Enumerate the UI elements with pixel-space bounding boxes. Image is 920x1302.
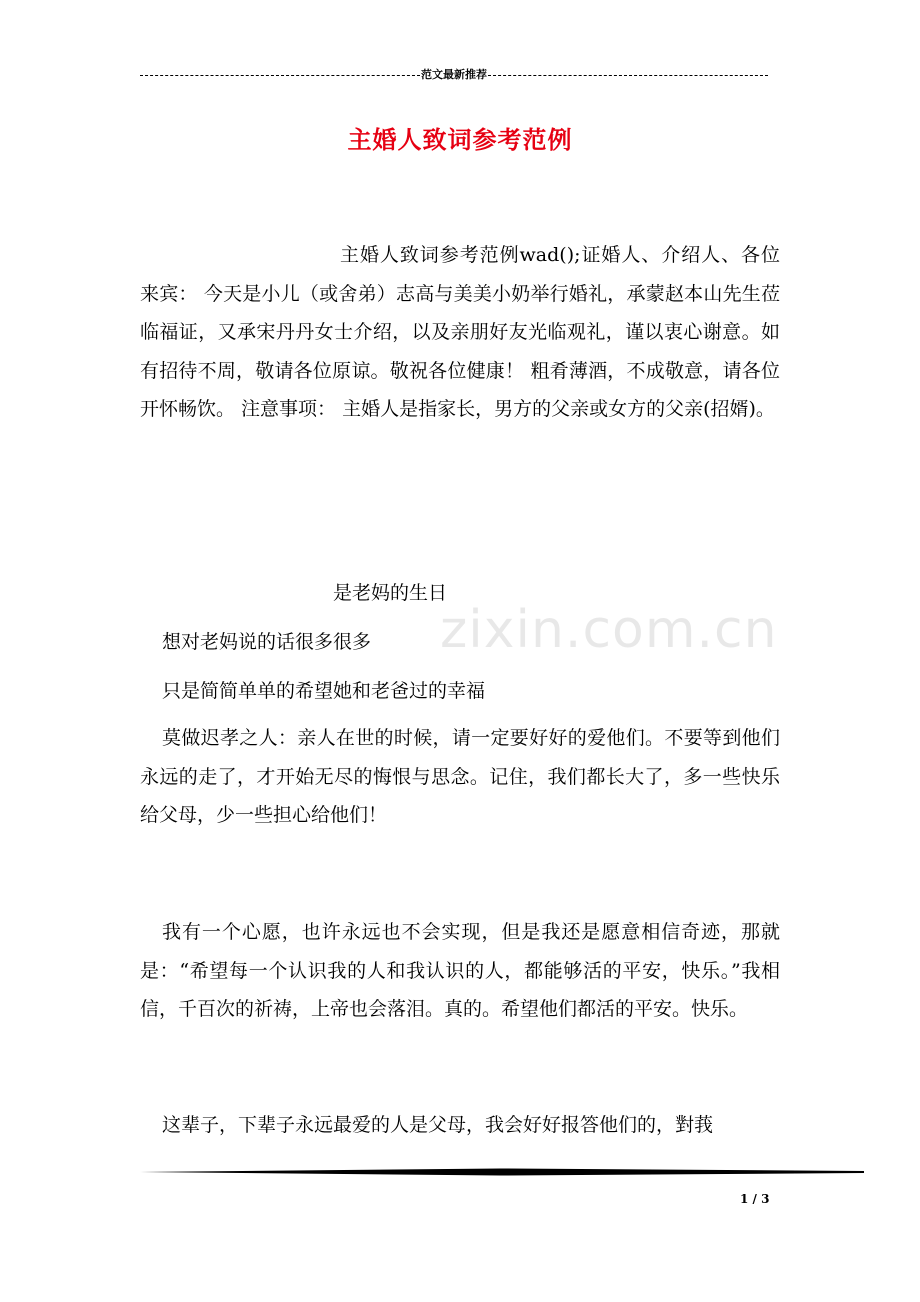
footer-rule <box>140 1166 864 1178</box>
header-dash-right <box>488 75 768 76</box>
line-wish-happiness: 只是简简单单的希望她和老爸过的幸福 <box>162 680 486 702</box>
watermark: zixin.com.cn <box>440 600 778 660</box>
line-many-words: 想对老妈说的话很多很多 <box>162 631 372 653</box>
paragraph-filial: 莫做迟孝之人：亲人在世的时候，请一定要好好的爱他们。不要等到他们永远的走了，才开始无尽的悔恨与思念。记住，我们都长大了，多一些快乐给父母，少一些担心给他们！ <box>140 727 780 826</box>
page-header <box>140 66 768 84</box>
paragraph-wish: 我有一个心愿，也许永远也不会实现，但是我还是愿意相信奇迹，那就是：“希望每一个认识我的人和我认识的人，都能够活的平安，快乐。”我相信，千百次的祈祷，上帝也会落泪。真的。希望他们都活的平安。快乐。 <box>140 921 780 1020</box>
paragraph-parents: 这辈子，下辈子永远最爱的人是父母，我会好好报答他们的，對莪 <box>162 1114 714 1136</box>
header-dash-left <box>140 75 420 76</box>
page-number: 1 / 3 <box>740 1192 770 1206</box>
line-birthday: 是老妈的生日 <box>333 582 448 604</box>
paragraph-intro: 主婚人致词参考范例wad();证婚人、介绍人、各位来宾： 今天是小儿（或舍弟）志高与美美小奶举行婚礼，承蒙赵本山先生莅临福证，又承宋丹丹女士介绍，以及亲朋好友光临观礼，谨以衷心谢意。如有招待不周，敬请各位原谅。敬祝各位健康！ 粗肴薄酒，不成敬意，请各位开怀畅饮。 注意事项： 主婚人是指家长，男方的父亲或女方的父亲(招婿)。 <box>140 244 780 420</box>
header-label: 范文最新推荐 <box>421 68 487 81</box>
document-title: 主婚人致词参考范例 <box>347 126 573 154</box>
